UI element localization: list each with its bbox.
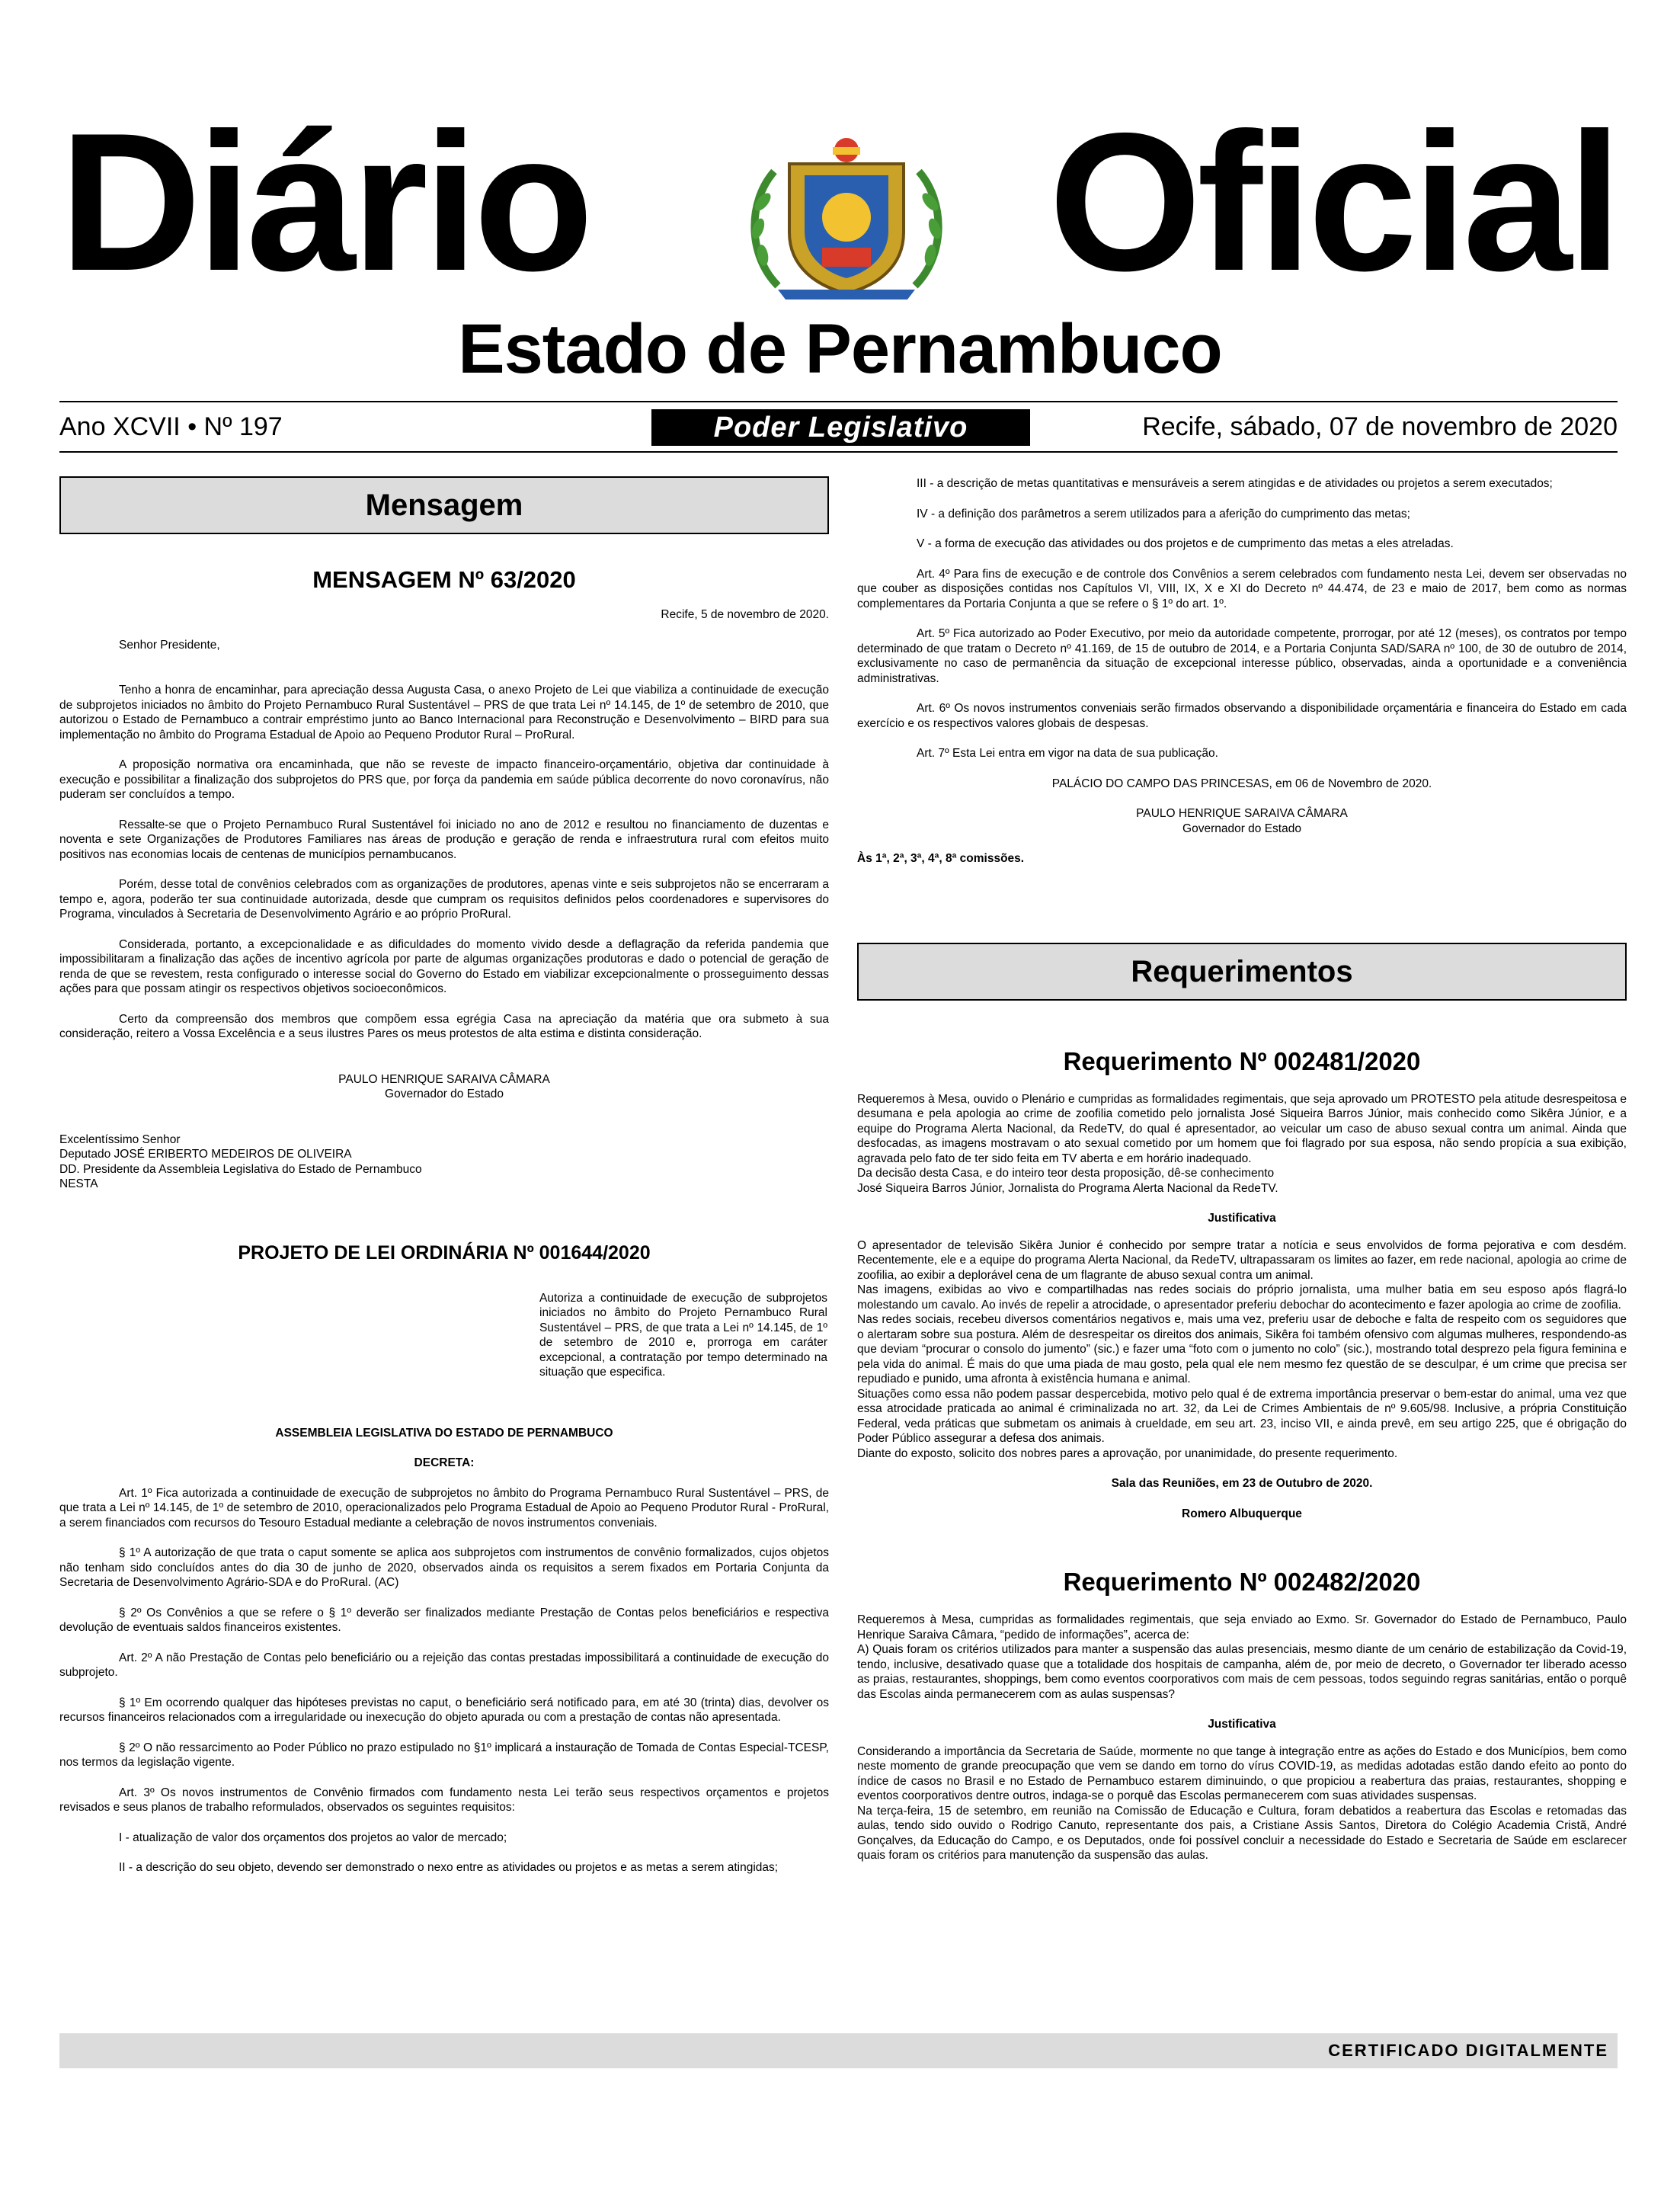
justification-paragraph: Considerando a importância da Secretaria de Saúde, mormente no que tange à integração entre as ações do Estado e dos Municípios, bem como neste momento de grande preocupação que vem se dando em torno do vírus COVID-19, as medidas adotadas estão dando efeito ao ponto do índice de casos no Brasil e no Estado de Pernambuco estarem diminuindo, o que propiciou a reabertura das praias, restaurantes, shopping e eventos coorporativos dentre outros, indaga-se o porquê das Escolas permanecerem com suas atividades suspensas.	[857, 1744, 1627, 1802]
bill-title: PROJETO DE LEI ORDINÁRIA Nº 001644/2020	[238, 1241, 651, 1264]
title-diario: Diário	[59, 91, 590, 312]
masthead	[59, 91, 1618, 312]
section-box-mensagem: Mensagem	[59, 476, 829, 534]
request-body: José Siqueira Barros Júnior, Jornalista do Programa Alerta Nacional da RedeTV.	[857, 1181, 1278, 1195]
article: V - a forma de execução das atividades ou dos projetos e de cumprimento das metas a eles atreladas.	[917, 537, 1454, 550]
message-paragraph: Porém, desse total de convênios celebrados com as organizações de produtores, apenas vinte e seis subprojetos não se encerraram a tempo e, agora, poderão ter sua continuidade autorizada, desde que cumpram os requisitos definidos pelos coordenadores e supervisores do Programa, vinculados à Secretaria de Desenvolvimento Agrário e ao próprio ProRural.	[59, 878, 829, 921]
state-name: Estado de Pernambuco	[458, 310, 1222, 388]
edition-number: Ano XCVII • Nº 197	[59, 412, 283, 441]
issue-date: Recife, sábado, 07 de novembro de 2020	[1142, 412, 1618, 441]
article: Art. 3º Os novos instrumentos de Convênio firmados com fundamento nesta Lei terão seus respectivos orçamentos e projetos revisados e seus planos de trabalho reformulados, observados os seguintes requisitos:	[59, 1786, 829, 1814]
message-date: Recife, 5 de novembro de 2020.	[661, 608, 829, 621]
signer-role: Governador do Estado	[385, 1087, 504, 1100]
signer-role: Governador do Estado	[1182, 822, 1301, 835]
signer-name: PAULO HENRIQUE SARAIVA CÂMARA	[1136, 807, 1348, 820]
request-title: Requerimento Nº 002482/2020	[1063, 1568, 1421, 1596]
addressee-line: Deputado JOSÉ ERIBERTO MEDEIROS DE OLIVEIRA	[59, 1148, 352, 1161]
request-body: A) Quais foram os critérios utilizados para manter a suspensão das aulas presenciais, mesmo diante de um cenário de estabilização da Covid-19, tendo, inclusive, desativado quase que a totalidade dos hospitais de campanha, além de, por meio de decreto, o Governador ter liberado acesso as praias, restaurantes, shoppings, bem como eventos coorporativos com mais de cem pessoas, todos seguindo regras sanitárias, então o porquê das Escolas ainda permanecerem com as aulas suspensas?	[857, 1643, 1627, 1701]
article: § 1º A autorização de que trata o caput somente se aplica aos subprojetos com instrumentos de convênio formalizados, cujos objetos não tenham sido concluídos antes do dia 30 de junho de 2020, observados ainda os requisitos a serem fixados em Portaria Conjunta da Secretaria de Desenvolvimento Agrário-SDA e do ProRural. (AC)	[59, 1546, 829, 1589]
justification-paragraph: Diante do exposto, solicito dos nobres pares a aprovação, por unanimidade, do presente requerimento.	[857, 1446, 1398, 1460]
article: II - a descrição do seu objeto, devendo ser demonstrado o nexo entre as atividades ou projetos e as metas a serem atingidas;	[119, 1861, 779, 1874]
title-oficial: Oficial	[1048, 91, 1618, 312]
committees: Às 1ª, 2ª, 3ª, 4ª, 8ª comissões.	[857, 852, 1025, 865]
article: Art. 6º Os novos instrumentos conveniais serão firmados observando a disponibilidade orçamentária e financeira do Estado em cada exercício e os respectivos valores globais de despesas.	[857, 702, 1627, 730]
article: Art. 5º Fica autorizado ao Poder Executivo, por meio da autoridade competente, prorrogar, por até 12 (meses), os contratos por tempo determinado de que tratam o Decreto nº 41.169, de 15 de outubro de 2014, e a Portaria Conjunta SAD/SARA nº 100, de 30 de outubro de 2014, exclusivamente no caso de permanência da situação de excepcional interesse público, observadas, ainda a oportunidade e a conveniência administrativas.	[857, 627, 1627, 685]
addressee-line: DD. Presidente da Assembleia Legislativa do Estado de Pernambuco	[59, 1162, 422, 1176]
message-paragraph: Tenho a honra de encaminhar, para apreciação dessa Augusta Casa, o anexo Projeto de Lei que viabiliza a continuidade de execução de subprojetos iniciados no âmbito do Projeto Pernambuco Rural Sustentável – PRS de que trata Lei nº 14.145, de 1º de setembro de 2010, que autorizou o Estado de Pernambuco a contrair empréstimo junto ao Banco Internacional para Reconstrução e Desenvolvimento – BIRD para sua implementação no âmbito do Programa Estadual de Apoio ao Pequeno Produtor Rural – ProRural.	[59, 684, 829, 742]
article: § 2º Os Convênios a que se refere o § 1º deverão ser finalizados mediante Prestação de Contas pelos beneficiários e respectiva devolução de eventuais saldos financeiros existentes.	[59, 1606, 829, 1634]
decreta-heading: DECRETA:	[414, 1456, 475, 1469]
addressee-line: NESTA	[59, 1177, 98, 1190]
section-box-requerimentos: Requerimentos	[857, 943, 1627, 1001]
request-body: Requeremos à Mesa, ouvido o Plenário e cumpridas as formalidades regimentais, que seja aprovado um PROTESTO pela atitude desrespeitosa e desumana e pela apologia ao crime de zoofilia cometido pelo jornalista José Siqueira Barros Júnior, mais conhecido como Sikêra Júnior, e a equipe do Programa Alerta Nacional, da RedeTV, do qual é apresentador, ao veicular um caso de abuso sexual contra um animal. Ainda que desfocadas, as imagens mostravam o ato sexual cometido por um homem que foi flagrado por sua esposa, não sendo propícia a sua exibição, agravada pelo fato de ter sido feita em TV aberta e em horário inadequado.	[857, 1092, 1627, 1165]
section-label: Poder Legislativo	[651, 409, 1030, 446]
salutation: Senhor Presidente,	[119, 638, 220, 652]
message-paragraph: Considerada, portanto, a excepcionalidade e as dificuldades do momento vivido desde a deflagração da referida pandemia que impossibilitaram a finalização das ações de incentivo agrícola por parte de algumas organizações produtoras e dado o potencial de geração de renda de que se revestem, resta configurado o interesse social do Governo do Estado em viabilizar excepcionalmente o prosseguimento dessas ações para que possam atingir os respectivos objetivos socioeconômicos.	[59, 937, 829, 995]
article: Art. 4º Para fins de execução e de controle dos Convênios a serem celebrados com fundamento nesta Lei, devem ser observadas no que couber as disposições contidas nos Capítulos VI, VIII, IX, X e XI do Decreto nº 44.474, de 23 e maio de 2017, bem como as normas complementares da Portaria Conjunta a que se refere o § 1º do art. 1º.	[857, 567, 1627, 610]
palace-date: PALÁCIO DO CAMPO DAS PRINCESAS, em 06 de Novembro de 2020.	[1051, 777, 1432, 790]
bottom-rule	[59, 451, 1618, 453]
article: Art. 2º A não Prestação de Contas pelo beneficiário ou a rejeição das contas prestadas impossibilitará a continuidade de execução do subprojeto.	[59, 1651, 829, 1679]
justification-paragraph: O apresentador de televisão Sikêra Junior é conhecido por sempre tratar a notícia e seus envolvidos de forma pejorativa e com desdém. Recentemente, ele e a equipe do programa Alerta Nacional, da RedeTV, ultrapassaram os limites ao fazer, em rede nacional, apologia ao crime de zoofilia, ao exibir a deplorável cena de um flagrante de abuso sexual contra um animal.	[857, 1238, 1627, 1282]
justification-paragraph: Situações como essa não podem passar despercebida, motivo pelo qual é de extrema importância preservar o bem-estar do animal, uma vez que essa atrocidade praticada ao animal é criminalizada no art. 32, da Lei de Crimes Ambientais de nº 9.605/98. Inclusive, a própria Constituição Federal, veda práticas que submetam os animais à crueldade, em seu art. 23, inciso VII, e ainda prevê, em seu artigo 225, que é obrigação do Poder Público assegurar a defesa dos animais.	[857, 1387, 1627, 1445]
right-column	[857, 476, 1627, 1863]
digital-certificate-label: CERTIFICADO DIGITALMENTE	[1328, 2041, 1608, 2060]
article: § 1º Em ocorrendo qualquer das hipóteses previstas no caput, o beneficiário será notificado para, em até 30 (trinta) dias, devolver os recursos financeiros relacionados com a irregularidade ou inexecução do objeto apurada ou com a prestação de contas não apresentada.	[59, 1696, 829, 1724]
message-paragraph: A proposição normativa ora encaminhada, que não se reveste de impacto financeiro-orçamentário, objetiva dar continuidade à execução e possibilitar a finalização dos subprojetos do PRS que, por força da pandemia em saúde pública decorrente do novo coronavírus, não puderam ser concluídos a tempo.	[59, 758, 829, 801]
bill-summary: Autoriza a continuidade de execução de subprojetos iniciados no âmbito do Projeto Pernambuco Rural Sustentável – PRS, de que trata a Lei nº 14.145, de 1º de setembro de 2010 e, prorroga em caráter excepcional, a contratação por tempo determinado na situação que especifica.	[539, 1291, 827, 1379]
justification-paragraph: Nas imagens, exibidas ao vivo e compartilhadas nas redes sociais do próprio jornalista, uma mulher batia em seu esposo após flagrá-lo molestando um cavalo. Ao invés de repelir a atrocidade, o apresentador preferiu debochar do acontecimento e fazer apologia ao crime de zoofilia.	[857, 1283, 1627, 1312]
justification-paragraph: Na terça-feira, 15 de setembro, em reunião na Comissão de Educação e Cultura, foram debatidos a reabertura das Escolas e retomadas das aulas, tendo sido ouvido o Rodrigo Canuto, representante dos pais, a Cristiane Assis Santos, Diretora do Colégio Academia Cristã, André Gonçalves, da Educação do Campo, e os Deputados, onde foi possível concluir a necessidade do Estado e Secretaria de Saúde em esclarecer quais foram os critérios para manutenção da suspensão das aulas.	[857, 1804, 1627, 1862]
addressee-line: Excelentíssimo Senhor	[59, 1132, 181, 1146]
request-body: Da decisão desta Casa, e do inteiro teor desta proposição, dê-se conhecimento	[857, 1167, 1275, 1180]
justification-heading: Justificativa	[1208, 1212, 1276, 1225]
coat-of-arms-icon	[732, 133, 961, 301]
message-paragraph: Certo da compreensão dos membros que compõem essa egrégia Casa na apreciação da matéria que ora submeto à sua consideração, reitero a Vossa Excelência e a seus ilustres Pares os meus protestos de alta estima e distinta consideração.	[59, 1012, 829, 1040]
session-room: Sala das Reuniões, em 23 de Outubro de 2020.	[1111, 1477, 1373, 1490]
footer-bar	[59, 2033, 1618, 2068]
justification-heading: Justificativa	[1208, 1718, 1276, 1731]
article: Art. 7º Esta Lei entra em vigor na data de sua publicação.	[917, 747, 1218, 760]
article: IV - a definição dos parâmetros a serem utilizados para a aferição do cumprimento das metas;	[917, 507, 1410, 521]
justification-paragraph: Nas redes sociais, recebeu diversos comentários negativos e, mais uma vez, preferiu usar de deboche e falta de respeito com os seguidores que o alertaram sobre sua postura. Além de desrespeitar os direitos dos animais, Sikêra foi também ofensivo com algumas mulheres, respondendo-as que deviam “procurar o consolo do jumento” (sic.) e fazer uma “foto com o jumento no colo” (sic.), mostrando total desprezo pela figura feminina e pela vida do animal. É mais do que uma piada de mau gosto, pela qual ele nem mesmo fez questão de se desculpar, é um crime que precisa ser repudiado e punido, uma afronta à existência humana e animal.	[857, 1313, 1627, 1385]
request-author: Romero Albuquerque	[1182, 1507, 1302, 1520]
article: III - a descrição de metas quantitativas e mensuráveis a serem atingidas e de atividades ou projetos a serem executados;	[917, 477, 1553, 490]
article: I - atualização de valor dos orçamentos dos projetos ao valor de mercado;	[119, 1831, 507, 1844]
left-column	[59, 476, 829, 1875]
signer-name: PAULO HENRIQUE SARAIVA CÂMARA	[338, 1072, 550, 1086]
assembly-heading: ASSEMBLEIA LEGISLATIVA DO ESTADO DE PERNAMBUCO	[275, 1426, 613, 1440]
article: § 2º O não ressarcimento ao Poder Público no prazo estipulado no §1º implicará a instauração de Tomada de Contas Especial-TCESP, nos termos da legislação vigente.	[59, 1741, 829, 1769]
message-title: MENSAGEM Nº 63/2020	[312, 566, 576, 593]
article: Art. 1º Fica autorizada a continuidade de execução de subprojetos no âmbito do Programa Pernambuco Rural Sustentável – PRS, de que trata a Lei nº 14.145, de 1º de setembro de 2010, operacionalizados pelo Programa Estadual de Apoio ao Pequeno Produtor Rural - ProRural, a serem financiados com recursos do Tesouro Estadual mediante a celebração de novos instrumentos conveniais.	[59, 1486, 829, 1530]
request-title: Requerimento Nº 002481/2020	[1063, 1046, 1421, 1075]
message-paragraph: Ressalte-se que o Projeto Pernambuco Rural Sustentável foi iniciado no ano de 2012 e resultou no financiamento de duzentas e noventa e sete Organizações de Produtores Familiares nas áreas de produção e geração de renda e infraestrutura rural com efeitos muito positivos nas economias locais de centenas de municípios pernambucanos.	[59, 818, 829, 861]
top-rule	[59, 401, 1618, 402]
request-body: Requeremos à Mesa, cumpridas as formalidades regimentais, que seja enviado ao Exmo. Sr. Governador do Estado de Pernambuco, Paulo Henrique Saraiva Câmara, “pedido de informações”, acerca de:	[857, 1613, 1627, 1642]
